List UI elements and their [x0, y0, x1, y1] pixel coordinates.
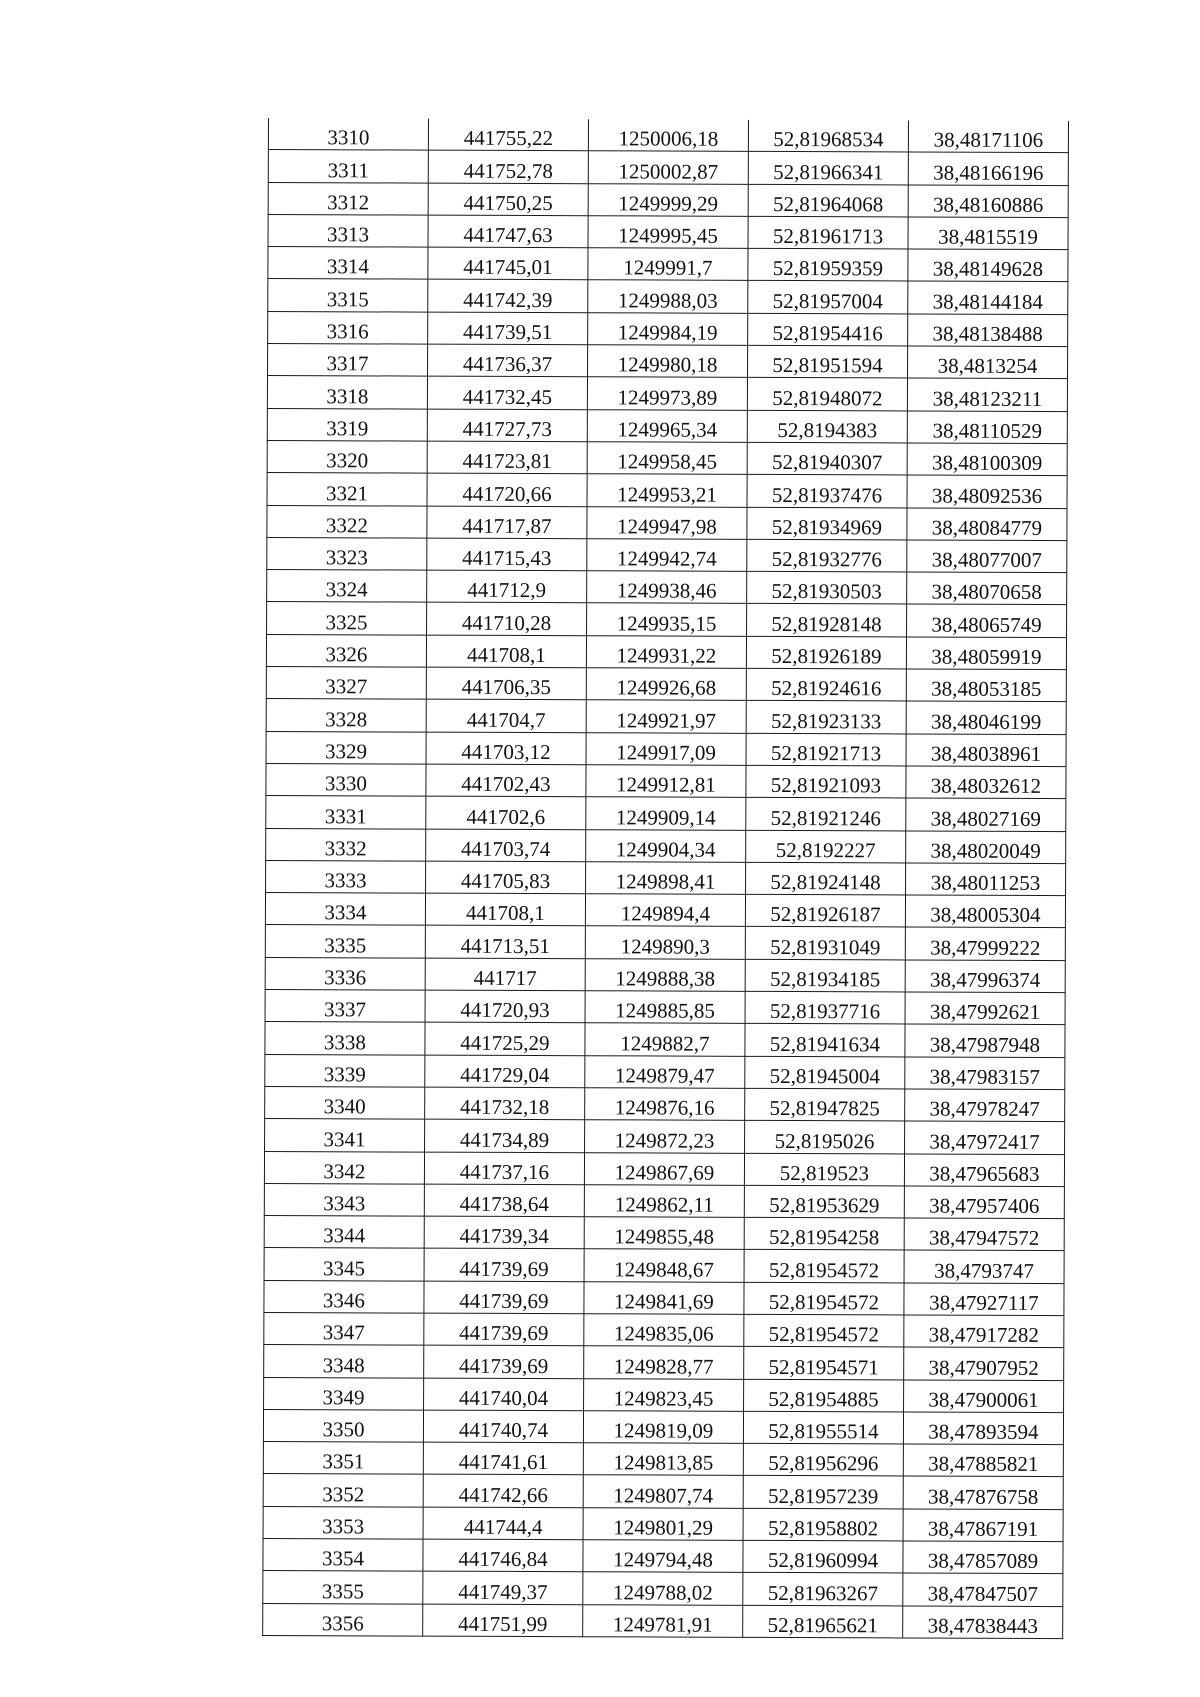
x-coordinate-cell: 441745,01	[428, 247, 588, 280]
point-number-cell: 3311	[268, 150, 428, 183]
x-coordinate-cell: 441734,89	[425, 1119, 585, 1152]
longitude-cell: 38,48149628	[908, 249, 1068, 282]
y-coordinate-cell: 1249947,98	[587, 506, 747, 539]
latitude-cell: 52,81937476	[747, 475, 907, 508]
y-coordinate-cell: 1249848,67	[584, 1249, 744, 1282]
x-coordinate-cell: 441723,81	[427, 441, 587, 474]
table-row	[264, 1151, 1064, 1186]
y-coordinate-cell: 1249926,68	[586, 668, 746, 701]
y-coordinate-cell: 1249935,15	[587, 603, 747, 636]
x-coordinate-cell: 441732,18	[425, 1087, 585, 1120]
point-number-cell: 3348	[264, 1345, 424, 1378]
x-coordinate-cell: 441752,78	[428, 150, 588, 183]
y-coordinate-cell: 1249894,4	[585, 894, 745, 927]
point-number-cell: 3341	[265, 1119, 425, 1152]
longitude-cell: 38,48171106	[908, 120, 1068, 152]
table-row	[264, 1377, 1064, 1412]
longitude-cell: 38,4815519	[908, 217, 1068, 250]
x-coordinate-cell: 441737,16	[424, 1152, 584, 1185]
longitude-cell: 38,48038961	[906, 734, 1066, 767]
longitude-cell: 38,47900061	[904, 1380, 1064, 1413]
point-number-cell: 3351	[263, 1442, 423, 1475]
table-row	[264, 1248, 1064, 1283]
point-number-cell: 3324	[267, 570, 427, 603]
y-coordinate-cell: 1249931,22	[586, 635, 746, 668]
y-coordinate-cell: 1249921,97	[586, 700, 746, 733]
point-number-cell: 3323	[267, 537, 427, 570]
point-number-cell: 3338	[265, 1022, 425, 1055]
point-number-cell: 3336	[265, 957, 425, 990]
latitude-cell: 52,8194383	[747, 410, 907, 443]
x-coordinate-cell: 441725,29	[425, 1022, 585, 1055]
point-number-cell: 3353	[263, 1506, 423, 1539]
x-coordinate-cell: 441751,99	[423, 1604, 583, 1637]
x-coordinate-cell: 441717	[425, 958, 585, 991]
point-number-cell: 3327	[266, 667, 426, 700]
longitude-cell: 38,47917282	[904, 1315, 1064, 1348]
table-row	[267, 570, 1067, 605]
x-coordinate-cell: 441727,73	[427, 409, 587, 442]
table-row	[267, 602, 1067, 637]
x-coordinate-cell: 441704,7	[426, 699, 586, 732]
y-coordinate-cell: 1249912,81	[586, 765, 746, 798]
y-coordinate-cell: 1249942,74	[587, 539, 747, 572]
point-number-cell: 3325	[267, 602, 427, 635]
x-coordinate-cell: 441712,9	[427, 570, 587, 603]
y-coordinate-cell: 1249938,46	[587, 571, 747, 604]
table-row	[265, 990, 1065, 1025]
longitude-cell: 38,48123211	[907, 378, 1067, 411]
point-number-cell: 3352	[263, 1474, 423, 1507]
latitude-cell: 52,81954571	[744, 1347, 904, 1380]
table-row	[264, 1216, 1064, 1251]
y-coordinate-cell: 1249781,91	[583, 1604, 743, 1637]
table-row	[267, 537, 1067, 572]
table-row	[264, 1280, 1064, 1315]
table-row	[265, 1054, 1065, 1089]
table-row	[263, 1539, 1063, 1574]
point-number-cell: 3340	[265, 1086, 425, 1119]
point-number-cell: 3339	[265, 1054, 425, 1087]
latitude-cell: 52,81965621	[743, 1605, 903, 1638]
latitude-cell: 52,81959359	[748, 249, 908, 282]
table-row	[268, 344, 1068, 379]
longitude-cell: 38,48160886	[908, 185, 1068, 218]
point-number-cell: 3328	[266, 699, 426, 732]
x-coordinate-cell: 441750,25	[428, 183, 588, 216]
point-number-cell: 3318	[267, 376, 427, 409]
table-row	[267, 505, 1067, 540]
latitude-cell: 52,81945004	[745, 1056, 905, 1089]
point-number-cell: 3312	[268, 182, 428, 215]
latitude-cell: 52,81956296	[743, 1444, 903, 1477]
latitude-cell: 52,81954572	[744, 1314, 904, 1347]
longitude-cell: 38,47983157	[905, 1057, 1065, 1090]
table-row	[268, 118, 1068, 153]
y-coordinate-cell: 1249973,89	[587, 377, 747, 410]
y-coordinate-cell: 1249879,47	[585, 1055, 745, 1088]
point-number-cell: 3310	[268, 118, 428, 150]
table-row	[263, 1409, 1063, 1444]
table-row	[268, 279, 1068, 314]
longitude-cell: 38,48077007	[907, 540, 1067, 573]
longitude-cell: 38,48005304	[905, 895, 1065, 928]
latitude-cell: 52,81954258	[744, 1217, 904, 1250]
x-coordinate-cell: 441740,74	[423, 1410, 583, 1443]
table-row	[267, 440, 1067, 475]
point-number-cell: 3346	[264, 1280, 424, 1313]
x-coordinate-cell: 441705,83	[426, 861, 586, 894]
latitude-cell: 52,81961713	[748, 216, 908, 249]
longitude-cell: 38,47876758	[903, 1476, 1063, 1509]
longitude-cell: 38,4813254	[908, 346, 1068, 379]
point-number-cell: 3350	[263, 1409, 423, 1442]
latitude-cell: 52,81964068	[748, 184, 908, 217]
latitude-cell: 52,81948072	[747, 378, 907, 411]
x-coordinate-cell: 441717,87	[427, 506, 587, 539]
point-number-cell: 3332	[266, 828, 426, 861]
latitude-cell: 52,81932776	[747, 539, 907, 572]
table-row	[265, 1086, 1065, 1121]
y-coordinate-cell: 1249890,3	[585, 926, 745, 959]
longitude-cell: 38,48011253	[906, 863, 1066, 896]
table-row	[268, 247, 1068, 282]
point-number-cell: 3315	[268, 279, 428, 312]
table-row	[268, 214, 1068, 249]
longitude-cell: 38,48020049	[906, 830, 1066, 863]
latitude-cell: 52,81924616	[746, 668, 906, 701]
y-coordinate-cell: 1249909,14	[586, 797, 746, 830]
longitude-cell: 38,48092536	[907, 475, 1067, 508]
x-coordinate-cell: 441708,1	[425, 893, 585, 926]
y-coordinate-cell: 1249876,16	[585, 1088, 745, 1121]
point-number-cell: 3356	[263, 1603, 423, 1636]
longitude-cell: 38,48053185	[906, 669, 1066, 702]
latitude-cell: 52,8195026	[745, 1121, 905, 1154]
longitude-cell: 38,4793747	[904, 1250, 1064, 1283]
table-row	[264, 1312, 1064, 1347]
latitude-cell: 52,81951594	[748, 345, 908, 378]
longitude-cell: 38,47893594	[903, 1412, 1063, 1445]
table-row	[267, 376, 1067, 411]
longitude-cell: 38,47867191	[903, 1509, 1063, 1542]
x-coordinate-cell: 441742,66	[423, 1475, 583, 1508]
x-coordinate-cell: 441703,74	[426, 829, 586, 862]
x-coordinate-cell: 441739,69	[424, 1313, 584, 1346]
longitude-cell: 38,48100309	[907, 443, 1067, 476]
x-coordinate-cell: 441747,63	[428, 215, 588, 248]
x-coordinate-cell: 441738,64	[424, 1184, 584, 1217]
table-row	[266, 860, 1066, 895]
latitude-cell: 52,81955514	[743, 1411, 903, 1444]
y-coordinate-cell: 1249991,7	[588, 248, 748, 281]
latitude-cell: 52,81923133	[746, 701, 906, 734]
table-row	[265, 893, 1065, 928]
y-coordinate-cell: 1249988,03	[588, 280, 748, 313]
table-row	[264, 1345, 1064, 1380]
point-number-cell: 3314	[268, 247, 428, 280]
longitude-cell: 38,48084779	[907, 508, 1067, 541]
table-row	[268, 182, 1068, 217]
y-coordinate-cell: 1249958,45	[587, 442, 747, 475]
point-number-cell: 3313	[268, 214, 428, 247]
coordinate-table-body	[263, 118, 1069, 1639]
table-row	[265, 1022, 1065, 1057]
y-coordinate-cell: 1249898,41	[586, 862, 746, 895]
x-coordinate-cell: 441736,37	[428, 344, 588, 377]
y-coordinate-cell: 1249904,34	[586, 829, 746, 862]
x-coordinate-cell: 441739,51	[428, 312, 588, 345]
latitude-cell: 52,81963267	[743, 1573, 903, 1606]
point-number-cell: 3326	[266, 634, 426, 667]
point-number-cell: 3347	[264, 1312, 424, 1345]
longitude-cell: 38,47857089	[903, 1541, 1063, 1574]
x-coordinate-cell: 441710,28	[427, 603, 587, 636]
x-coordinate-cell: 441702,6	[426, 796, 586, 829]
x-coordinate-cell: 441746,84	[423, 1539, 583, 1572]
latitude-cell: 52,81966341	[748, 152, 908, 185]
y-coordinate-cell: 1249835,06	[584, 1314, 744, 1347]
longitude-cell: 38,48027169	[906, 798, 1066, 831]
point-number-cell: 3330	[266, 763, 426, 796]
x-coordinate-cell: 441703,12	[426, 732, 586, 765]
longitude-cell: 38,47838443	[903, 1606, 1063, 1639]
table-row	[266, 634, 1066, 669]
longitude-cell: 38,48059919	[906, 637, 1066, 670]
y-coordinate-cell: 1249965,34	[587, 409, 747, 442]
point-number-cell: 3322	[267, 505, 427, 538]
y-coordinate-cell: 1249882,7	[585, 1023, 745, 1056]
y-coordinate-cell: 1249917,09	[586, 732, 746, 765]
table-row	[265, 925, 1065, 960]
latitude-cell: 52,81924148	[746, 862, 906, 895]
y-coordinate-cell: 1249885,85	[585, 991, 745, 1024]
latitude-cell: 52,81921246	[746, 798, 906, 831]
longitude-cell: 38,47907952	[904, 1347, 1064, 1380]
x-coordinate-cell: 441749,37	[423, 1571, 583, 1604]
latitude-cell: 52,81926187	[745, 894, 905, 927]
latitude-cell: 52,81928148	[747, 604, 907, 637]
longitude-cell: 38,48046199	[906, 701, 1066, 734]
point-number-cell: 3354	[263, 1539, 423, 1572]
y-coordinate-cell: 1249855,48	[584, 1217, 744, 1250]
longitude-cell: 38,47992621	[905, 992, 1065, 1025]
latitude-cell: 52,81940307	[747, 442, 907, 475]
x-coordinate-cell: 441744,4	[423, 1507, 583, 1540]
latitude-cell: 52,81954885	[744, 1379, 904, 1412]
x-coordinate-cell: 441702,43	[426, 764, 586, 797]
x-coordinate-cell: 441739,34	[424, 1216, 584, 1249]
table-row	[266, 667, 1066, 702]
table-row	[263, 1571, 1063, 1606]
x-coordinate-cell: 441755,22	[428, 119, 588, 151]
x-coordinate-cell: 441741,61	[423, 1442, 583, 1475]
longitude-cell: 38,47965683	[904, 1153, 1064, 1186]
table-row	[267, 408, 1067, 443]
latitude-cell: 52,81930503	[747, 571, 907, 604]
y-coordinate-cell: 1249807,74	[583, 1475, 743, 1508]
point-number-cell: 3335	[265, 925, 425, 958]
point-number-cell: 3319	[267, 408, 427, 441]
longitude-cell: 38,47947572	[904, 1218, 1064, 1251]
point-number-cell: 3320	[267, 440, 427, 473]
longitude-cell: 38,47987948	[905, 1024, 1065, 1057]
y-coordinate-cell: 1249794,48	[583, 1540, 743, 1573]
longitude-cell: 38,47999222	[905, 927, 1065, 960]
latitude-cell: 52,81957004	[748, 281, 908, 314]
point-number-cell: 3355	[263, 1571, 423, 1604]
x-coordinate-cell: 441713,51	[425, 926, 585, 959]
longitude-cell: 38,48110529	[907, 411, 1067, 444]
point-number-cell: 3329	[266, 731, 426, 764]
x-coordinate-cell: 441740,04	[424, 1378, 584, 1411]
longitude-cell: 38,48166196	[908, 152, 1068, 185]
table-row	[266, 763, 1066, 798]
document-page	[262, 118, 1068, 1639]
y-coordinate-cell: 1249872,23	[585, 1120, 745, 1153]
x-coordinate-cell: 441739,69	[424, 1281, 584, 1314]
point-number-cell: 3343	[264, 1183, 424, 1216]
y-coordinate-cell: 1249841,69	[584, 1281, 744, 1314]
longitude-cell: 38,47978247	[905, 1089, 1065, 1122]
longitude-cell: 38,47885821	[903, 1444, 1063, 1477]
y-coordinate-cell: 1249788,02	[583, 1572, 743, 1605]
latitude-cell: 52,81954572	[744, 1282, 904, 1315]
latitude-cell: 52,81931049	[745, 927, 905, 960]
latitude-cell: 52,81958802	[743, 1508, 903, 1541]
coordinate-table	[262, 118, 1069, 1639]
point-number-cell: 3331	[266, 796, 426, 829]
latitude-cell: 52,81957239	[743, 1476, 903, 1509]
latitude-cell: 52,81937716	[745, 991, 905, 1024]
x-coordinate-cell: 441720,66	[427, 473, 587, 506]
point-number-cell: 3317	[268, 344, 428, 377]
latitude-cell: 52,81954572	[744, 1250, 904, 1283]
y-coordinate-cell: 1249984,19	[588, 313, 748, 346]
point-number-cell: 3344	[264, 1216, 424, 1249]
y-coordinate-cell: 1250006,18	[588, 119, 748, 151]
x-coordinate-cell: 441708,1	[426, 635, 586, 668]
latitude-cell: 52,81926189	[746, 636, 906, 669]
latitude-cell: 52,81953629	[744, 1185, 904, 1218]
table-row	[263, 1603, 1063, 1638]
table-row	[265, 1119, 1065, 1154]
table-row	[268, 311, 1068, 346]
y-coordinate-cell: 1249862,11	[584, 1185, 744, 1218]
table-row	[266, 731, 1066, 766]
longitude-cell: 38,47996374	[905, 960, 1065, 993]
y-coordinate-cell: 1249823,45	[584, 1378, 744, 1411]
longitude-cell: 38,48144184	[908, 281, 1068, 314]
y-coordinate-cell: 1249888,38	[585, 958, 745, 991]
x-coordinate-cell: 441739,69	[424, 1248, 584, 1281]
latitude-cell: 52,81934185	[745, 959, 905, 992]
point-number-cell: 3321	[267, 473, 427, 506]
latitude-cell: 52,81941634	[745, 1024, 905, 1057]
y-coordinate-cell: 1250002,87	[588, 151, 748, 184]
table-row	[266, 796, 1066, 831]
x-coordinate-cell: 441706,35	[426, 667, 586, 700]
latitude-cell: 52,81947825	[745, 1088, 905, 1121]
longitude-cell: 38,47957406	[904, 1186, 1064, 1219]
point-number-cell: 3337	[265, 990, 425, 1023]
table-row	[268, 150, 1068, 185]
longitude-cell: 38,47972417	[905, 1121, 1065, 1154]
point-number-cell: 3345	[264, 1248, 424, 1281]
table-row	[265, 957, 1065, 992]
latitude-cell: 52,81960994	[743, 1540, 903, 1573]
y-coordinate-cell: 1249995,45	[588, 216, 748, 249]
point-number-cell: 3316	[268, 311, 428, 344]
x-coordinate-cell: 441742,39	[428, 280, 588, 313]
x-coordinate-cell: 441739,69	[424, 1345, 584, 1378]
latitude-cell: 52,81921713	[746, 733, 906, 766]
point-number-cell: 3334	[265, 893, 425, 926]
latitude-cell: 52,81934969	[747, 507, 907, 540]
table-row	[266, 699, 1066, 734]
y-coordinate-cell: 1249819,09	[583, 1411, 743, 1444]
longitude-cell: 38,48070658	[907, 572, 1067, 605]
latitude-cell: 52,819523	[744, 1153, 904, 1186]
longitude-cell: 38,47847507	[903, 1573, 1063, 1606]
longitude-cell: 38,48065749	[907, 604, 1067, 637]
latitude-cell: 52,81921093	[746, 765, 906, 798]
y-coordinate-cell: 1249828,77	[584, 1346, 744, 1379]
y-coordinate-cell: 1249801,29	[583, 1507, 743, 1540]
y-coordinate-cell: 1249867,69	[584, 1152, 744, 1185]
latitude-cell: 52,81954416	[748, 313, 908, 346]
longitude-cell: 38,47927117	[904, 1283, 1064, 1316]
x-coordinate-cell: 441715,43	[427, 538, 587, 571]
y-coordinate-cell: 1249980,18	[588, 345, 748, 378]
table-row	[263, 1474, 1063, 1509]
y-coordinate-cell: 1249999,29	[588, 183, 748, 216]
latitude-cell: 52,81968534	[748, 120, 908, 152]
table-row	[264, 1183, 1064, 1218]
y-coordinate-cell: 1249813,85	[583, 1443, 743, 1476]
table-row	[263, 1442, 1063, 1477]
longitude-cell: 38,48032612	[906, 766, 1066, 799]
table-row	[267, 473, 1067, 508]
latitude-cell: 52,8192227	[746, 830, 906, 863]
point-number-cell: 3342	[264, 1151, 424, 1184]
point-number-cell: 3349	[264, 1377, 424, 1410]
y-coordinate-cell: 1249953,21	[587, 474, 747, 507]
x-coordinate-cell: 441720,93	[425, 990, 585, 1023]
x-coordinate-cell: 441732,45	[427, 376, 587, 409]
table-row	[266, 828, 1066, 863]
table-row	[263, 1506, 1063, 1541]
longitude-cell: 38,48138488	[908, 314, 1068, 347]
point-number-cell: 3333	[266, 860, 426, 893]
x-coordinate-cell: 441729,04	[425, 1055, 585, 1088]
